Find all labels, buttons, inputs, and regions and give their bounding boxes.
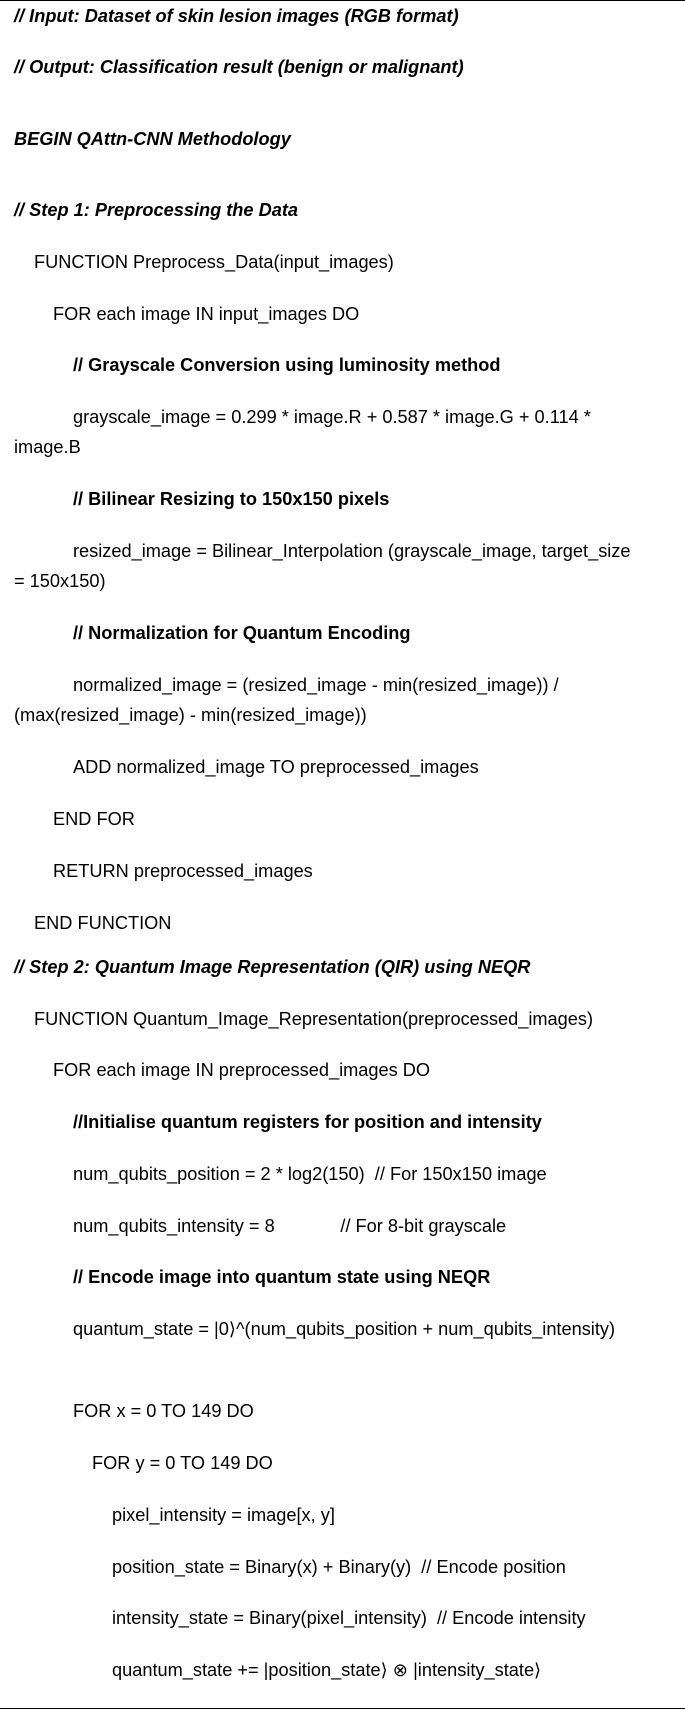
grayscale-statement: grayscale_image = 0.299 * image.R + 0.587 * image.G + 0.114 * image.B [14,407,591,457]
quantum-state-init: quantum_state = |0⟩^(num_qubits_position + num_qubits_intensity) [73,1319,616,1339]
position-state: position_state = Binary(x) + Binary(y) // Encode position [112,1557,566,1577]
grayscale-comment: // Grayscale Conversion using luminosity method [73,355,501,375]
return-statement: RETURN preprocessed_images [53,861,313,881]
for-each-input-image: FOR each image IN input_images DO [53,304,360,324]
input-comment: // Input: Dataset of skin lesion images (RGB format) [14,6,459,26]
function-qir: FUNCTION Quantum_Image_Representation(preprocessed_images) [34,1009,594,1029]
function-preprocess: FUNCTION Preprocess_Data(input_images) [34,252,394,272]
normalization-statement: normalized_image = (resized_image - min(resized_image)) / (max(resized_image) - min(resized_image)) [14,675,559,725]
for-x-loop: FOR x = 0 TO 149 DO [73,1401,254,1421]
for-y-loop: FOR y = 0 TO 149 DO [92,1453,273,1473]
end-function: END FUNCTION [34,913,172,933]
add-statement: ADD normalized_image TO preprocessed_images [73,757,479,777]
intensity-state: intensity_state = Binary(pixel_intensity) // Encode intensity [112,1608,586,1628]
num-qubits-position: num_qubits_position = 2 * log2(150) // For 150x150 image [73,1164,547,1184]
for-each-preprocessed-image: FOR each image IN preprocessed_images DO [53,1060,431,1080]
bottom-rule [0,1708,685,1709]
resize-comment: // Bilinear Resizing to 150x150 pixels [73,489,390,509]
pixel-intensity: pixel_intensity = image[x, y] [112,1505,335,1525]
end-for: END FOR [53,809,135,829]
quantum-state-update: quantum_state += |position_state⟩ ⊗ |intensity_state⟩ [112,1660,542,1680]
output-comment: // Output: Classification result (benign or malignant) [14,57,464,77]
num-qubits-intensity: num_qubits_intensity = 8 // For 8-bit grayscale [73,1216,507,1236]
encode-comment: // Encode image into quantum state using NEQR [73,1267,491,1287]
resize-statement: resized_image = Bilinear_Interpolation (grayscale_image, target_size = 150x150) [14,541,631,591]
begin-heading: BEGIN QAttn-CNN Methodology [14,129,291,149]
initialise-comment: //Initialise quantum registers for position and intensity [73,1112,542,1132]
step2-heading: // Step 2: Quantum Image Representation (QIR) using NEQR [14,957,531,977]
step1-heading: // Step 1: Preprocessing the Data [14,200,299,220]
normalization-comment: // Normalization for Quantum Encoding [73,623,411,643]
